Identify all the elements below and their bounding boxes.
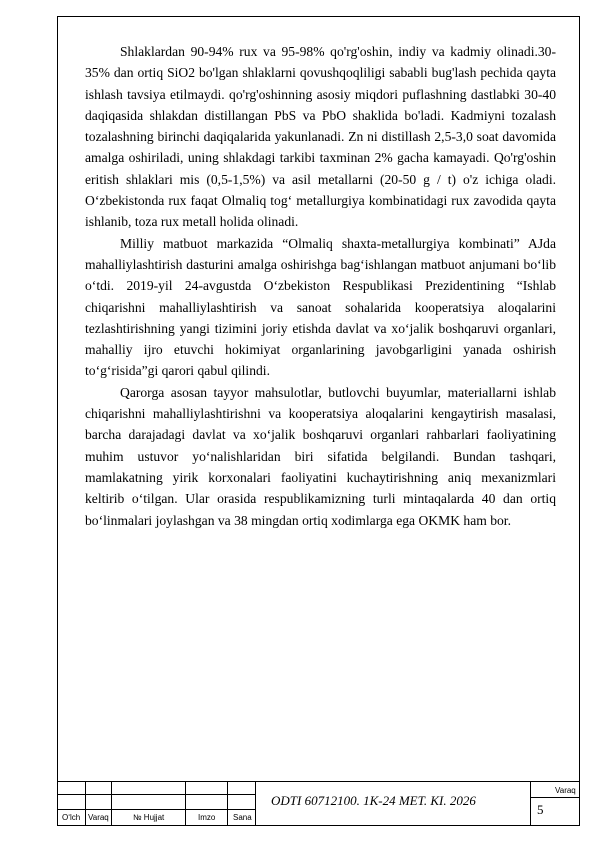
paragraph-2: Milliy matbuot markazida “Olmaliq shaxta-metallurgiya kombinati” AJda mahalliylashtirish dasturini amalga oshirishga bag‘ishlangan matbuot anjumani bo‘lib o‘tdi. 2019-yil 24-avgustda O‘zbekiston Respublikasi Prezidentining “Ishlab chiqarishni mahalliylashtirish va sanoat sohalarida kooperatsiya aloqalarini tezlashtirishning yangi tizimini joriy etishda davlat va xo‘jalik boshqaruvi organlari, mahalliy ijro etuvchi hokimiyat organlarining javobgarligini yanada oshirish to‘g‘risida”gi qarori qabul qilindi. <box>85 235 556 379</box>
title-block <box>57 781 580 826</box>
column-hujjat: № Hujjat <box>133 813 165 822</box>
column-varaq: Varaq <box>88 813 109 822</box>
column-sana: Sana <box>233 813 252 822</box>
paragraph-3: Qarorga asosan tayyor mahsulotlar, butlovchi buyumlar, materiallarni ishlab chiqarishni mahalliylashtirishni va kooperatsiya aloqalarini kengaytirish masalasi, barcha darajadagi davlat va xo‘jalik boshqaruvi organlari rahbarlari faoliyatining muhim ustuvor yo‘nalishlaridan biri sifatida belgilandi. Bundan tashqari, mamlakatning yirik korxonalari faoliyatini kuchaytirishning aniq mexanizmlari keltirib o‘tilgan. Ular orasida respublikamizning turli mintaqalarda 40 dan ortiq bo‘linmalari joylashgan va 38 mingdan ortiq xodimlarga ega OKMK ham bor. <box>85 384 556 528</box>
sheet-label: Varaq <box>555 786 576 795</box>
column-imzo: Imzo <box>198 813 216 822</box>
document-code: ODTI 60712100. 1K-24 MET. KI. 2026 <box>271 793 476 808</box>
sheet-number: 5 <box>537 802 544 817</box>
column-olch: O‘lch <box>62 813 81 822</box>
document-body <box>85 41 556 531</box>
paragraph-1: Shlaklardan 90-94% rux va 95-98% qo'rg'oshin, indiy va kadmiy olinadi.30-35% dan ortiq SiO2 bo'lgan shlaklarni qovushqoqliligi sababli bug'lash pechida qayta ishlash tavsiya etilmaydi. qo'rg'oshinning asosiy miqdori puflashning dastlabki 30-40 daqiqasida shlakdan distillangan PbS va PbO shaklida bo'ladi. Kadmiyni tozalash tozalashning birinchi daqiqalarida yakunlanadi. Zn ni distillash 2,5-3,0 soat davomida amalga oshiriladi, uning shlakdagi tarkibi taxminan 2% gacha kamayadi. Qo'rg'oshin eritish shlaklari mis (0,5-1,5%) va asil metallarni (20-50 g / t) o'z ichiga oladi. O‘zbekistonda rux faqat Olmaliq tog‘ metallurgiya kombinatidagi rux zavodida qayta ishlanib, toza rux metall holida olinadi. <box>85 44 556 230</box>
